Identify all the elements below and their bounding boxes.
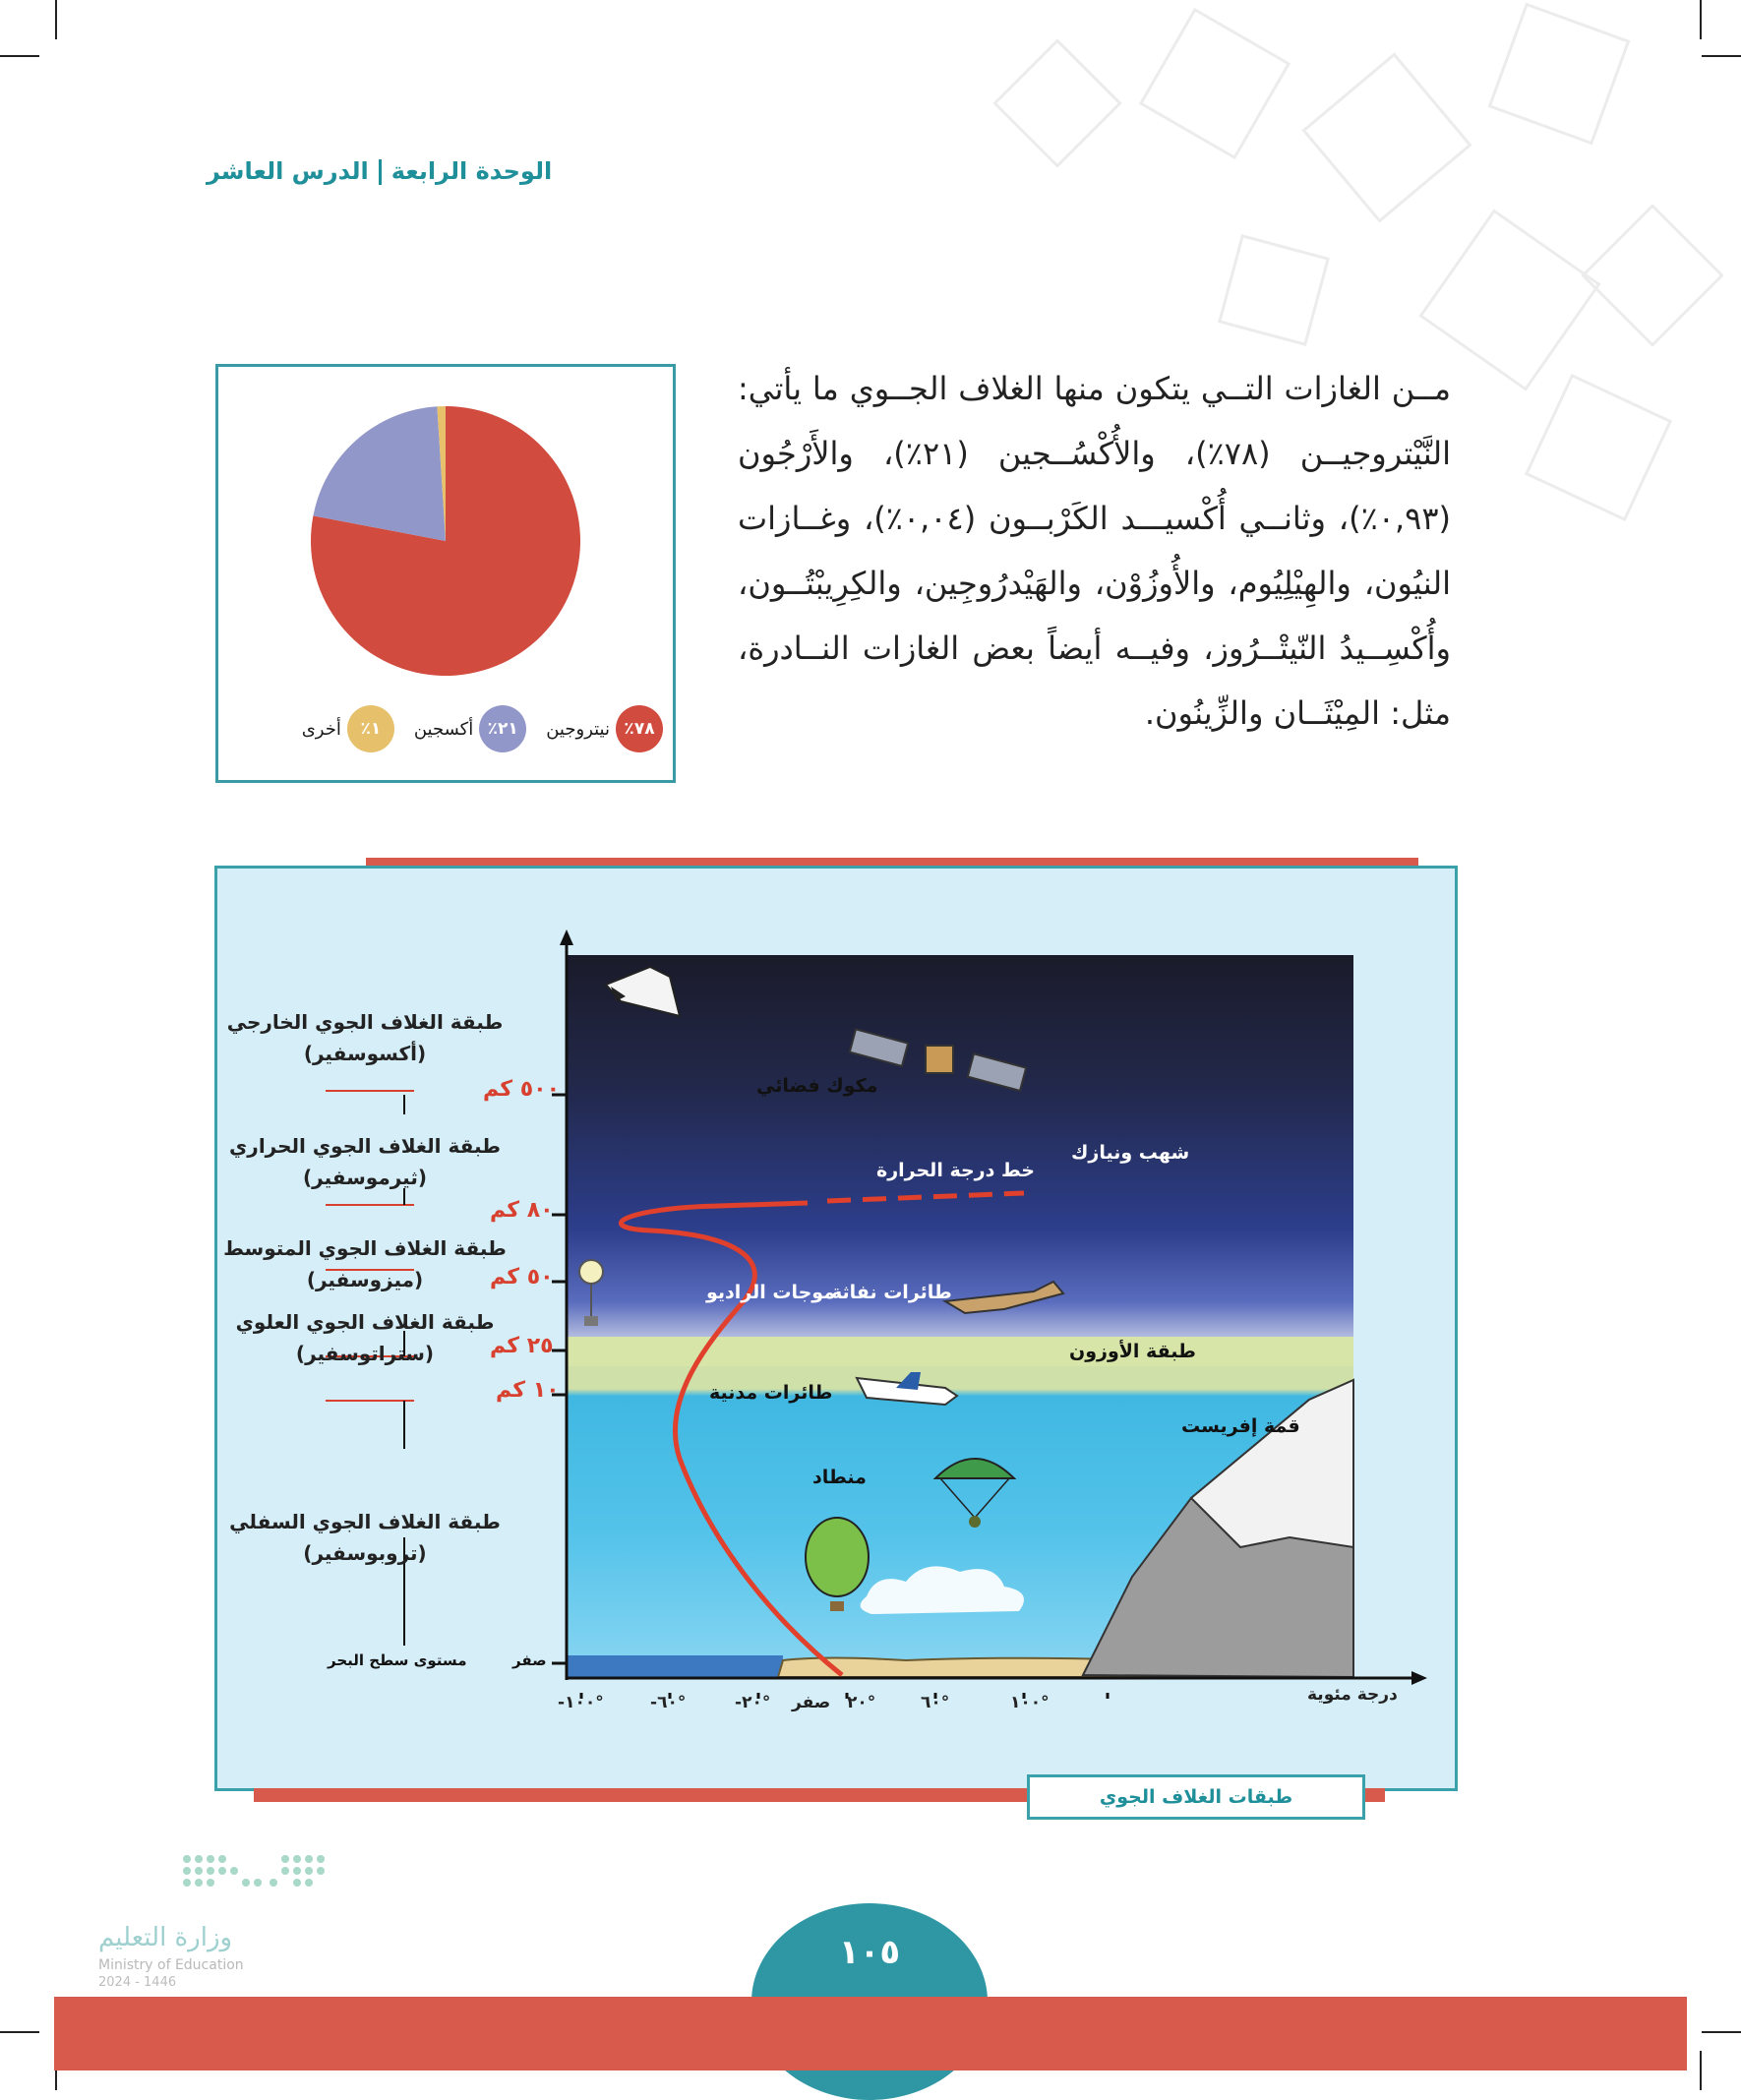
legend-item-oxygen <box>414 705 526 752</box>
pie-legend <box>228 705 663 752</box>
legend-label-nitrogen: نيتروجين <box>546 718 610 740</box>
crop-mark <box>1702 55 1741 57</box>
altitude-25: ٢٥ كم <box>490 1334 554 1358</box>
altitude-500: ٥٠٠ كم <box>483 1077 561 1102</box>
legend-dot-oxygen: ٢١٪ <box>479 705 526 752</box>
header-lesson: الدرس العاشر <box>207 157 369 185</box>
balloon-label: منطاد <box>812 1467 867 1488</box>
altitude-50: ٥٠ كم <box>490 1265 554 1290</box>
radio-label: موجات الراديو <box>706 1282 835 1303</box>
crop-mark <box>0 55 39 57</box>
altitude-80: ٨٠ كم <box>490 1198 554 1223</box>
x-axis-label: درجة مئوية <box>1307 1685 1398 1705</box>
header-unit: الوحدة الرابعة <box>390 157 553 185</box>
layer-troposphere-name: طبقة الغلاف الجوي السفلي <box>229 1510 501 1533</box>
gases-paragraph: مــن الغازات التــي يتكون منها الغلاف الجــوي ما يأتي: النَّيْتروجيــن (٧٨٪)، والأُكْسُــجين (٢١٪)، والأَرْجُون (٠,٩٣٪)، وثانــي أُكْسيـــد الكَرْبــون (٠,٠٤٪)، وغــازات النيُون، والهِيْلِيُوم، والأُوزُوْن، والهَيْدرُوجِين، والكِرِيبْتُــون، وأُكْسِــيدُ النّيتْــرُوز، وفيــه أيضاً بعض الغازات النــادرة، مثل: المِيْثَــان والزِّينُون. <box>738 370 1452 732</box>
crop-mark <box>0 2031 39 2033</box>
x-tick-label: -١٠٠° <box>558 1693 604 1712</box>
layer-mesosphere-name: طبقة الغلاف الجوي المتوسط <box>223 1236 507 1260</box>
crop-mark <box>1700 2051 1702 2090</box>
temp-line-label: خط درجة الحرارة <box>876 1160 1035 1181</box>
page-number: ١٠٥ <box>838 1933 901 1972</box>
meteors-label: شهب ونيازك <box>1071 1142 1190 1164</box>
header-separator <box>379 159 382 185</box>
jets-label: طائرات نفاثة <box>831 1282 952 1303</box>
ministry-name-arabic: وزارة التعليم <box>98 1923 233 1952</box>
footer-bar <box>54 1997 1687 2070</box>
layer-thermosphere-sub: (ثيرموسفير) <box>303 1166 427 1189</box>
layer-exosphere-sub: (أكسوسفير) <box>303 1042 427 1065</box>
sea-level-label: مستوى سطح البحر <box>328 1651 467 1669</box>
crop-mark <box>1700 0 1702 39</box>
legend-label-other: أخرى <box>301 718 341 740</box>
ministry-name-english: Ministry of Education <box>98 1957 244 1973</box>
legend-dot-nitrogen: ٧٨٪ <box>616 705 663 752</box>
layer-mesosphere-sub: (ميزوسفير) <box>306 1268 424 1291</box>
crop-mark <box>1702 2031 1741 2033</box>
atmosphere-figure <box>214 866 1458 1791</box>
page-header <box>207 157 552 185</box>
zero-label: صفر <box>512 1651 547 1669</box>
layer-thermosphere <box>188 1130 542 1193</box>
x-axis-arrow <box>1411 1671 1427 1685</box>
layer-thermosphere-name: طبقة الغلاف الجوي الحراري <box>228 1134 502 1158</box>
legend-dot-other: ١٪ <box>347 705 394 752</box>
legend-label-oxygen: أكسجين <box>413 718 474 740</box>
layer-stratosphere-sub: (ستراتوسفير) <box>295 1342 435 1365</box>
altitude-10: ١٠ كم <box>496 1378 560 1403</box>
everest-label: قمة إفريست <box>1181 1415 1300 1437</box>
legend-item-other <box>302 705 394 752</box>
x-tick-label: -٦٠° <box>650 1693 687 1712</box>
x-tick-label: صفر <box>792 1693 831 1712</box>
legend-item-nitrogen <box>546 705 663 752</box>
layer-exosphere <box>188 1006 542 1069</box>
ground <box>567 1655 783 1677</box>
airliners-label: طائرات مدنية <box>709 1382 833 1404</box>
shuttle-label: مكوك فضائي <box>756 1075 878 1097</box>
figure-caption: طبقات الغلاف الجوي <box>1027 1774 1365 1820</box>
x-tick-label: ٢٠° <box>847 1693 876 1712</box>
ozone-band <box>567 1337 1353 1366</box>
x-tick-label: ٦٠° <box>921 1693 950 1712</box>
layer-troposphere-sub: (تروبوسفير) <box>303 1541 427 1565</box>
pie-chart <box>218 367 673 691</box>
ministry-logo-dots <box>177 1849 354 1908</box>
ministry-year: 2024 - 1446 <box>98 1975 177 1990</box>
x-tick-label: ١٠٠° <box>1010 1693 1050 1712</box>
ozone-label: طبقة الأوزون <box>1069 1341 1196 1362</box>
layer-mesosphere <box>188 1232 542 1295</box>
y-axis-arrow <box>560 930 573 945</box>
crop-mark <box>55 0 57 39</box>
layer-troposphere <box>188 1506 542 1569</box>
layer-stratosphere-name: طبقة الغلاف الجوي العلوي <box>235 1310 495 1334</box>
layer-exosphere-name: طبقة الغلاف الجوي الخارجي <box>226 1010 504 1034</box>
layer-stratosphere <box>188 1306 542 1369</box>
gas-composition-pie <box>215 364 676 783</box>
x-tick-label: -٢٠° <box>735 1693 771 1712</box>
